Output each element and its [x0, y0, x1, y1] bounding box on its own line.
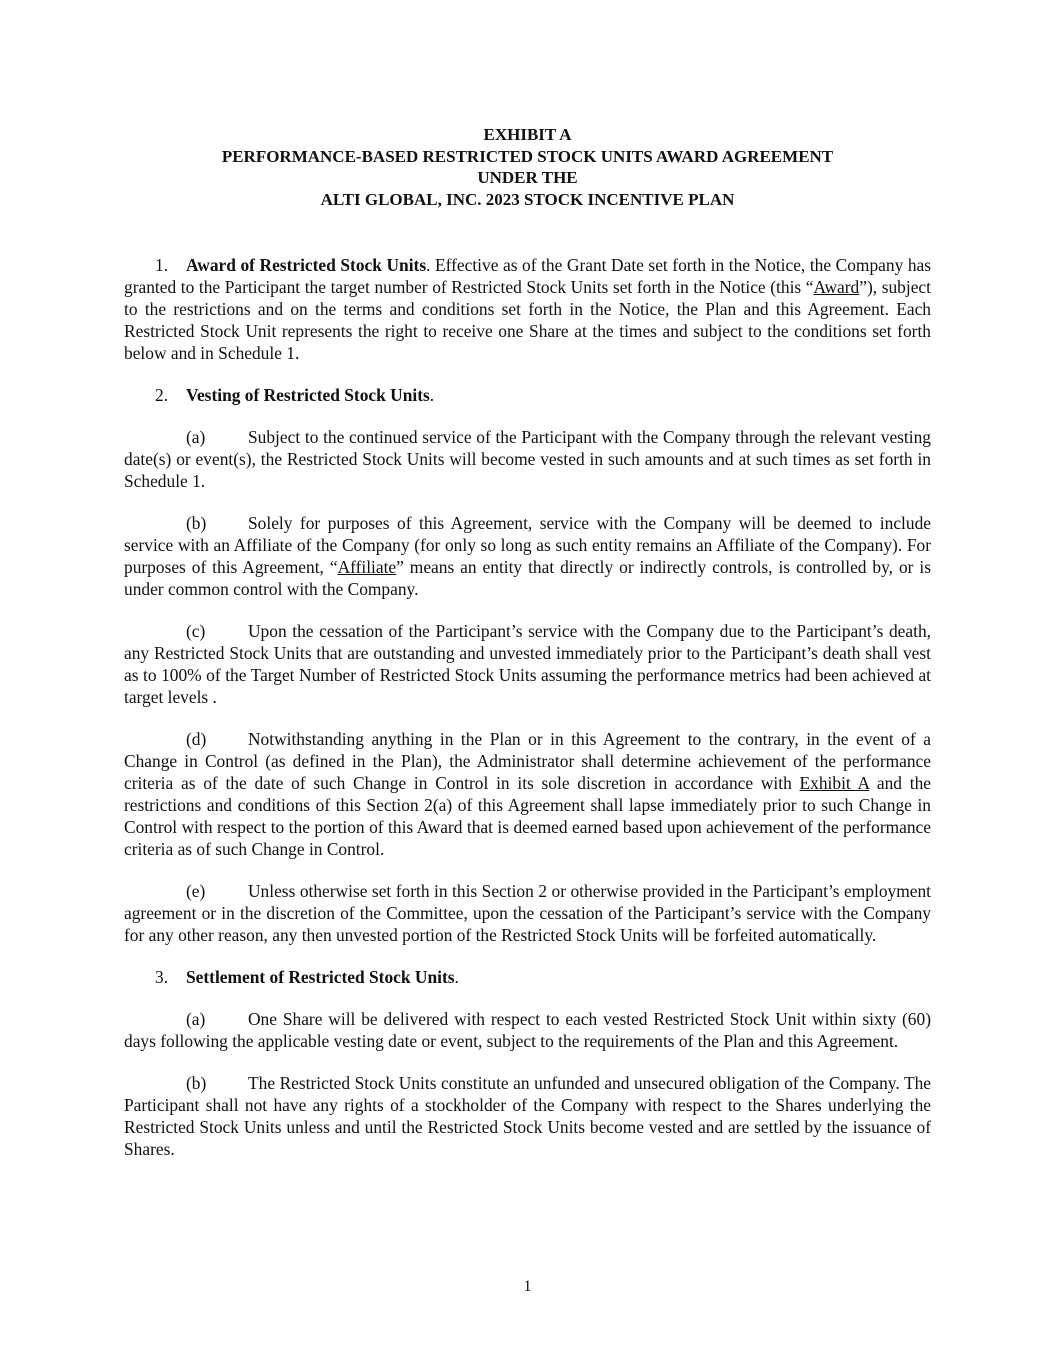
defined-term-affiliate: Affiliate: [337, 557, 397, 577]
section-3-period: .: [454, 967, 459, 987]
section-2c-text: Upon the cessation of the Participant’s service with the Company due to the Participant’s death, any Restricted Stock Units that are outstanding and unvested immediately prior to the Participant’s death shall vest as to 100% of the Target Number of Restricted Stock Units assuming the performance metrics had been achieved at target levels .: [124, 621, 931, 707]
section-1-title: Award of Restricted Stock Units: [186, 255, 427, 275]
section-2b-label: (b): [186, 513, 207, 533]
section-3b-paragraph: [124, 1072, 931, 1160]
section-3-number: 3.: [155, 967, 169, 987]
section-2e-paragraph: [124, 880, 931, 946]
section-3a-label: (a): [186, 1009, 206, 1029]
section-2-heading: [124, 384, 931, 406]
section-3a-paragraph: [124, 1008, 931, 1052]
page-number: 1: [523, 1278, 532, 1295]
heading-under-the: UNDER THE: [477, 168, 578, 187]
section-2b-text-b: ” means an entity that directly or indirectly controls, is controlled by, or is under common control with the Company.: [124, 557, 931, 599]
section-2e-text: Unless otherwise set forth in this Section 2 or otherwise provided in the Participant’s employment agreement or in the discretion of the Committee, upon the cessation of the Participant’s service with the Company for any other reason, any then unvested portion of the Restricted Stock Units will be forfeited automatically.: [124, 881, 931, 945]
exhibit-a-reference: Exhibit A: [799, 773, 870, 793]
section-1-text-b: ”), subject to the restrictions and on the terms and conditions set forth in the Notice, the Plan and this Agreement. Each Restricted Stock Unit represents the right to receive one Share at the times and subject to the conditions set forth below and in Schedule 1.: [124, 277, 931, 363]
section-2d-text-a: Notwithstanding anything in the Plan or in this Agreement to the contrary, in the event of a Change in Control (as defined in the Plan), the Administrator shall determine achievement of the performance criteria as of the date of such Change in Control in its sole discretion in accordance with: [124, 729, 931, 793]
heading-exhibit: EXHIBIT A: [483, 125, 572, 144]
defined-term-award: Award: [813, 277, 860, 297]
heading-plan-name: ALTI GLOBAL, INC. 2023 STOCK INCENTIVE PLAN: [320, 189, 735, 209]
section-2a-text: Subject to the continued service of the Participant with the Company through the relevant vesting date(s) or event(s), the Restricted Stock Units will become vested in such amounts and at such times as set forth in Schedule 1.: [124, 427, 931, 491]
section-3-title: Settlement of Restricted Stock Units: [186, 967, 455, 987]
section-3b-text: The Restricted Stock Units constitute an unfunded and unsecured obligation of the Company. The Participant shall not have any rights of a stockholder of the Company with respect to the Shares underlying the Restricted Stock Units unless and until the Restricted Stock Units become vested and are settled by the issuance of Shares.: [124, 1073, 931, 1159]
section-2c-paragraph: [124, 620, 931, 708]
section-3-heading: [124, 966, 931, 988]
section-2b-paragraph: [124, 512, 931, 600]
heading-title: PERFORMANCE-BASED RESTRICTED STOCK UNITS AWARD AGREEMENT: [221, 146, 834, 166]
section-2b-text-a: Solely for purposes of this Agreement, service with the Company will be deemed to include service with an Affiliate of the Company (for only so long as such entity remains an Affiliate of the Company). For purposes of this Agreement, “: [124, 513, 931, 577]
section-2e-label: (e): [186, 881, 206, 901]
section-2d-text-b: and the restrictions and conditions of this Section 2(a) of this Agreement shall lapse immediately prior to such Change in Control with respect to the portion of this Award that is deemed earned based upon achievement of the performance criteria as of such Change in Control.: [124, 773, 931, 859]
document-heading: [124, 124, 931, 210]
section-1-number: 1.: [155, 255, 169, 275]
section-1-text-a: . Effective as of the Grant Date set forth in the Notice, the Company has granted to the Participant the target number of Restricted Stock Units set forth in the Notice (this “: [124, 255, 932, 297]
section-2-title: Vesting of Restricted Stock Units: [186, 385, 430, 405]
section-3a-text: One Share will be delivered with respect to each vested Restricted Stock Unit within sixty (60) days following the applicable vesting date or event, subject to the requirements of the Plan and this Agreement.: [124, 1009, 931, 1051]
section-2-period: .: [429, 385, 435, 405]
section-2c-label: (c): [186, 621, 206, 641]
section-2-number: 2.: [155, 385, 169, 405]
section-2a-label: (a): [186, 427, 206, 447]
section-1-paragraph: [124, 254, 931, 364]
section-3b-label: (b): [186, 1073, 207, 1093]
section-2a-paragraph: [124, 426, 931, 492]
document-body: [124, 254, 931, 1180]
section-2d-label: (d): [186, 729, 207, 749]
section-2d-paragraph: [124, 728, 931, 860]
